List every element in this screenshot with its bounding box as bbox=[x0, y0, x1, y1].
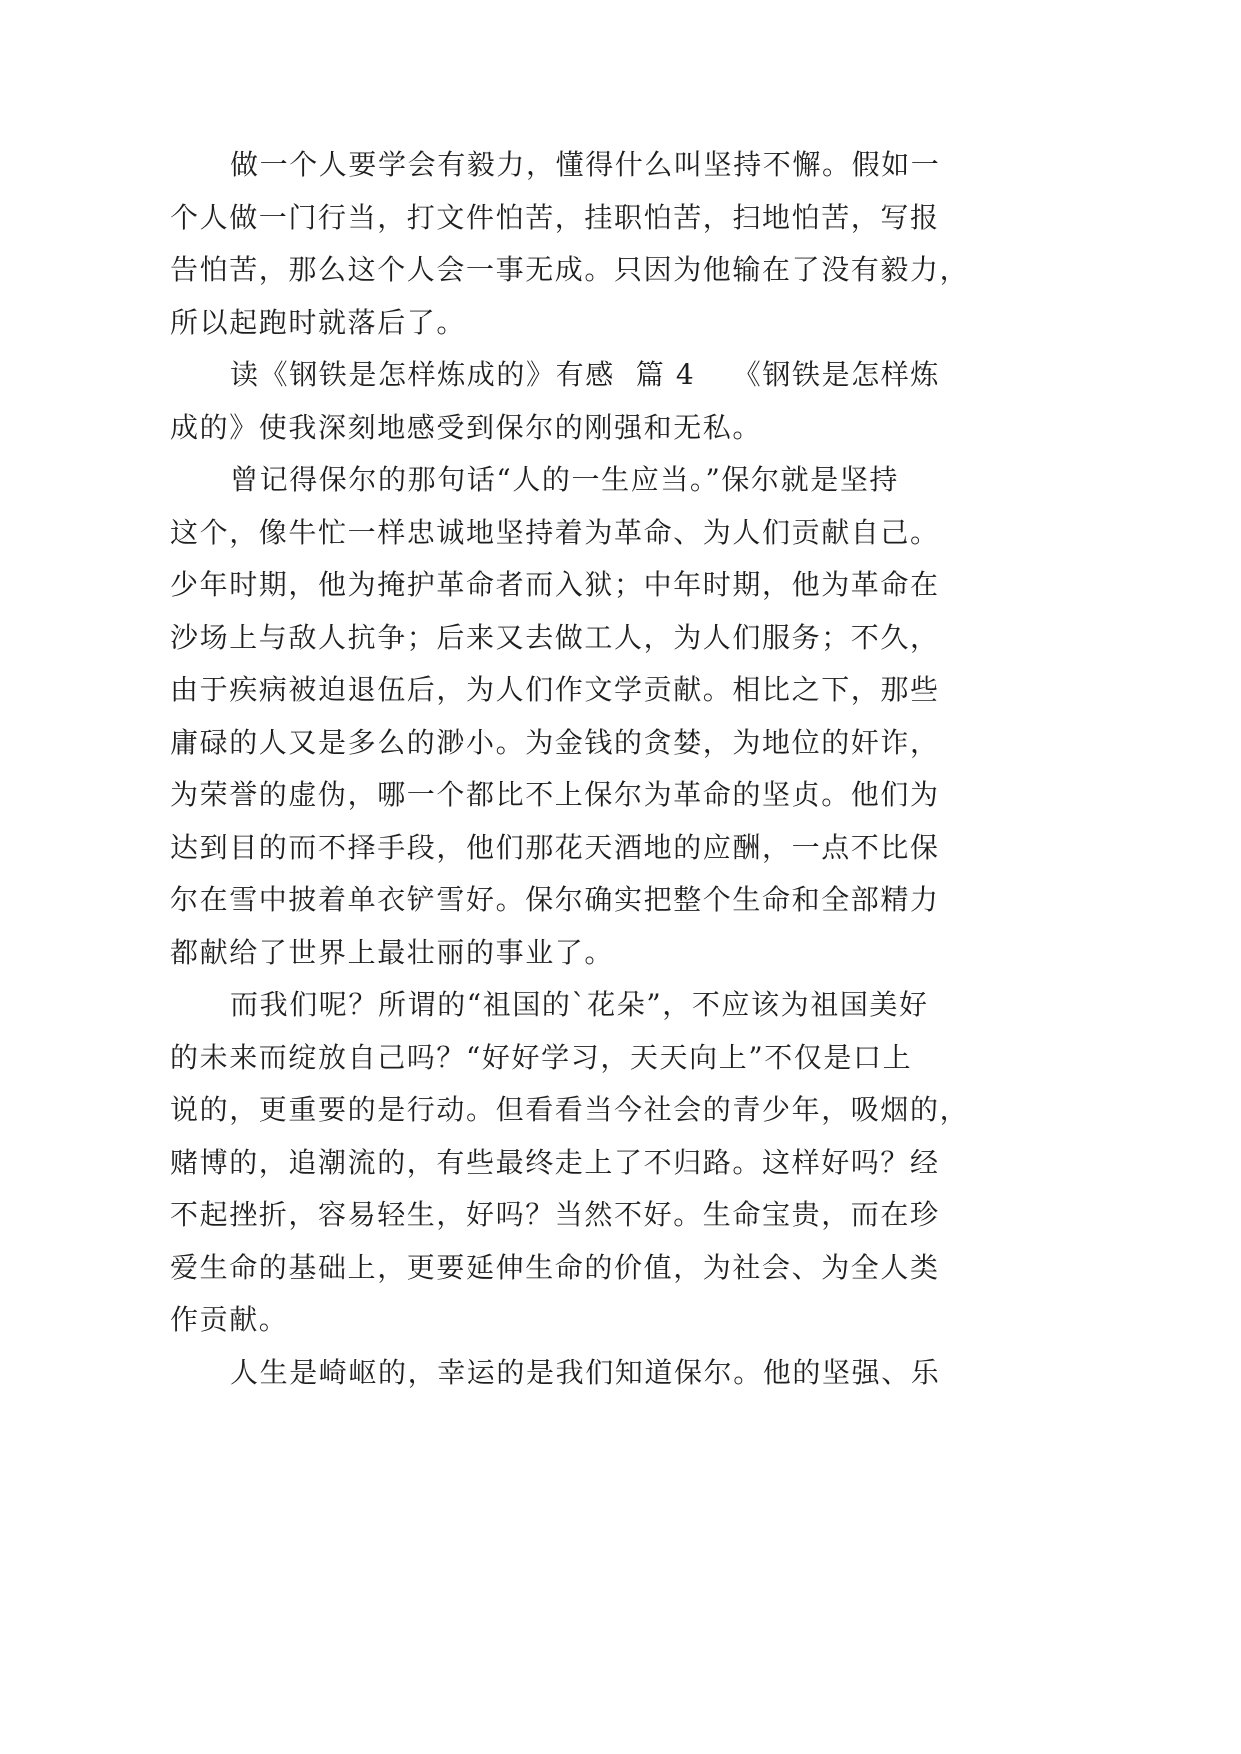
text-line: 沙场上与敌人抗争；后来又去做工人，为人们服务；不久， bbox=[170, 620, 940, 654]
paragraph bbox=[170, 454, 970, 979]
paragraph bbox=[170, 139, 970, 349]
text-line: 说的，更重要的是行动。但看看当今社会的青少年，吸烟的， bbox=[170, 1093, 970, 1126]
text-line-segment: 《钢铁是怎样炼 bbox=[732, 358, 940, 391]
text-line: 由于疾病被迫退伍后，为人们作文学贡献。相比之下，那些 bbox=[170, 673, 940, 706]
text-line: 成的》使我深刻地感受到保尔的刚强和无私。 bbox=[170, 410, 763, 444]
text-line: 这个，像牛忙一样忠诚地坚持着为革命、为人们贡献自己。 bbox=[170, 515, 940, 549]
text-line: 不起挫折，容易轻生，好吗？当然不好。生命宝贵，而在珍 bbox=[170, 1198, 940, 1231]
text-line: 尔在雪中披着单衣铲雪好。保尔确实把整个生命和全部精力 bbox=[170, 883, 940, 916]
text-line: 爱生命的基础上，更要延伸生命的价值，为社会、为全人类 bbox=[170, 1250, 940, 1284]
text-line: 少年时期，他为掩护革命者而入狱；中年时期，他为革命在 bbox=[170, 568, 940, 601]
text-line: 做一个人要学会有毅力，懂得什么叫坚持不懈。假如一 bbox=[230, 148, 941, 181]
paragraph bbox=[170, 349, 970, 454]
paragraph bbox=[170, 979, 970, 1347]
document-body bbox=[170, 139, 970, 1399]
section-title: 读《钢铁是怎样炼成的》有感 篇 4 bbox=[230, 358, 696, 391]
text-line: 告怕苦，那么这个人会一事无成。只因为他输在了没有毅力， bbox=[170, 253, 970, 286]
text-line: 都献给了世界上最壮丽的事业了。 bbox=[170, 935, 615, 969]
text-line: 个人做一门行当，打文件怕苦，挂职怕苦，扫地怕苦，写报 bbox=[170, 200, 940, 234]
text-line: 作贡献。 bbox=[170, 1303, 289, 1336]
text-line: 所以起跑时就落后了。 bbox=[170, 305, 467, 339]
title-line bbox=[170, 349, 940, 402]
paragraph bbox=[170, 1347, 970, 1400]
text-line: 赌博的，追潮流的，有些最终走上了不归路。这样好吗？经 bbox=[170, 1145, 940, 1179]
text-line: 庸碌的人又是多么的渺小。为金钱的贪婪，为地位的奸诈， bbox=[170, 725, 940, 759]
text-line: 人生是崎岖的，幸运的是我们知道保尔。他的坚强、乐 bbox=[230, 1355, 941, 1389]
text-line: 的未来而绽放自己吗？“好好学习，天天向上”不仅是口上 bbox=[170, 1040, 913, 1074]
text-line: 为荣誉的虚伪，哪一个都比不上保尔为革命的坚贞。他们为 bbox=[170, 778, 940, 811]
text-line: 达到目的而不择手段，他们那花天酒地的应酬，一点不比保 bbox=[170, 830, 940, 864]
text-line: 曾记得保尔的那句话“人的一生应当。”保尔就是坚持 bbox=[230, 463, 900, 496]
text-line: 而我们呢？所谓的“祖国的`花朵”，不应该为祖国美好 bbox=[230, 988, 929, 1021]
